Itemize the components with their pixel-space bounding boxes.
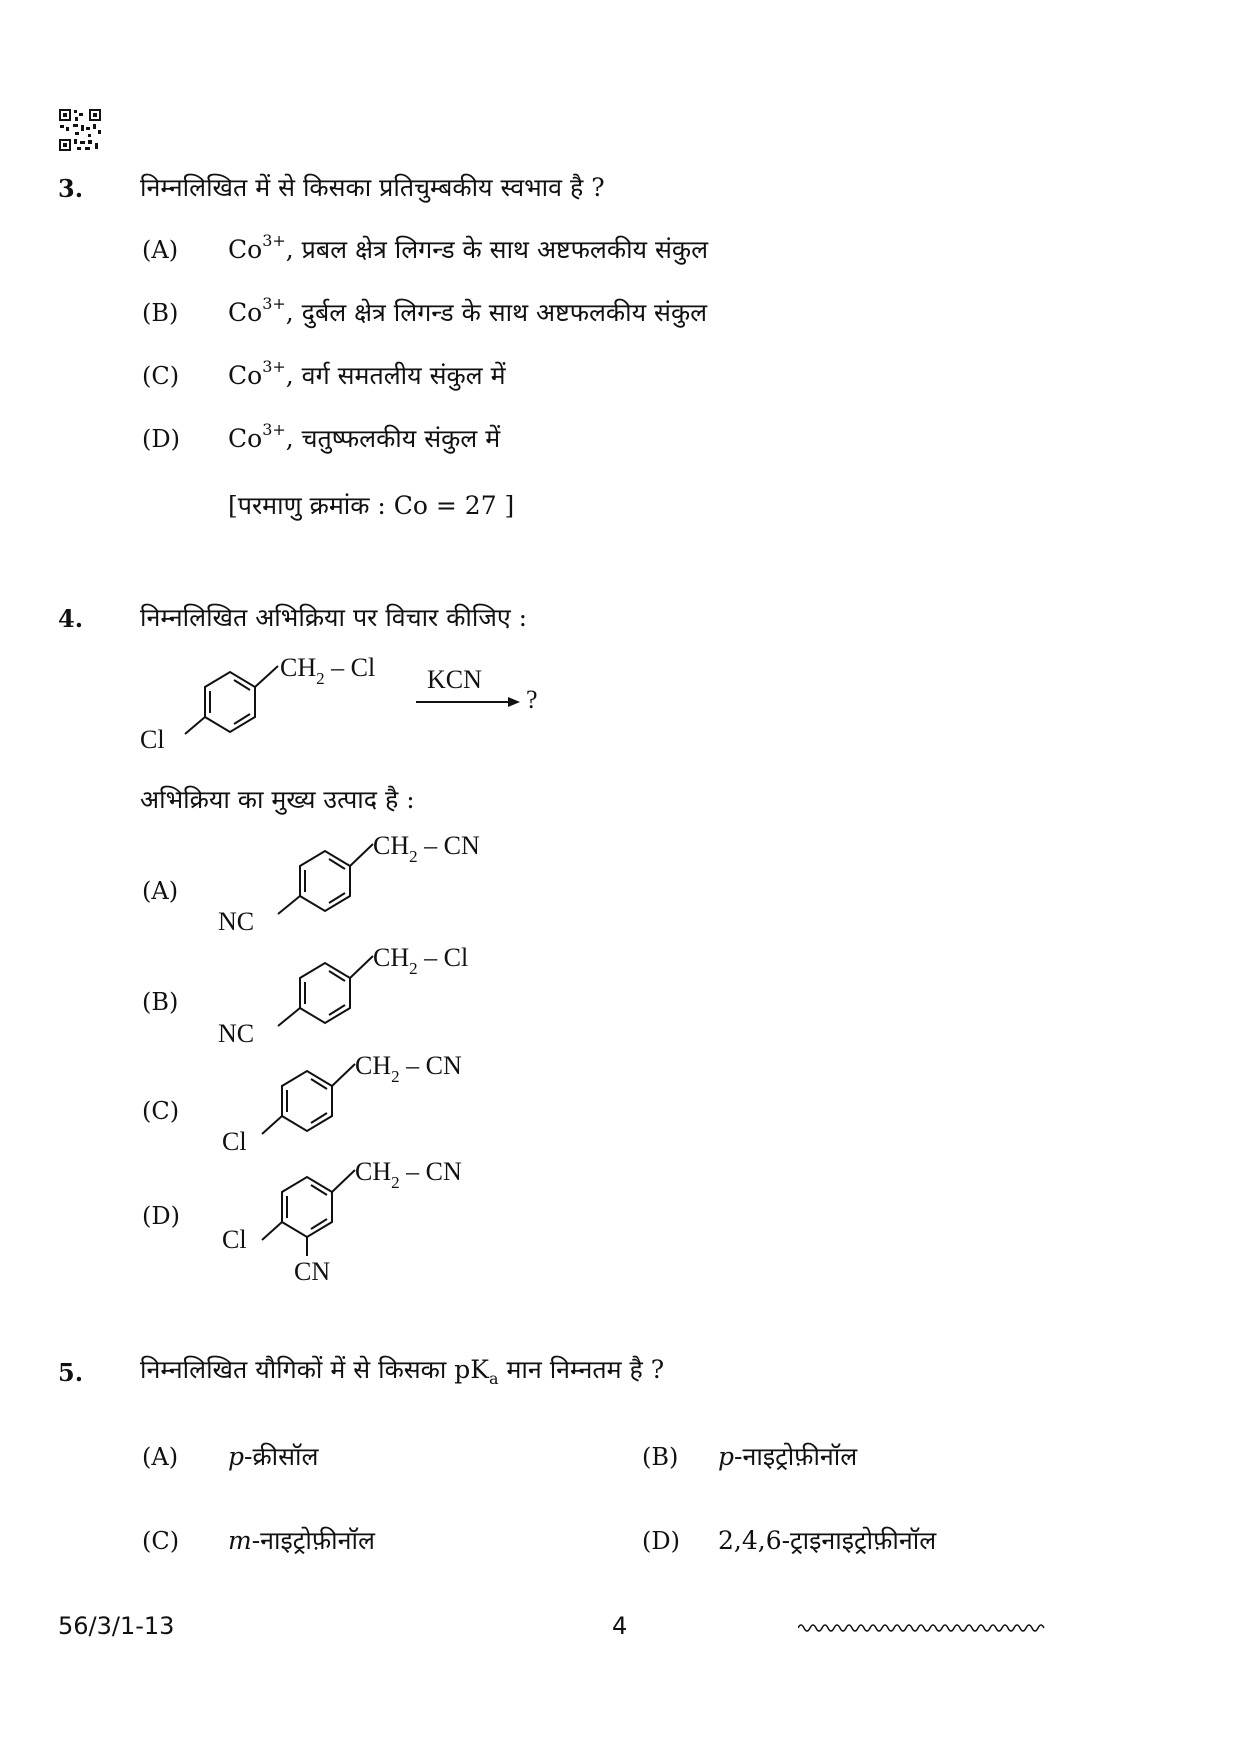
benzene-ring-icon [262,1170,355,1256]
svg-text:CN: CN [294,1257,331,1286]
option-text: 2,4,6-ट्राइनाइट्रोफ़ीनॉल [718,1526,937,1555]
option-label: (A) [142,1443,179,1471]
structure-option-b [210,942,530,1050]
svg-text:CH2 – CN: $CH_2$ – CN [355,1157,462,1192]
option-label: (B) [142,299,179,327]
reactant-chain: $CH_2$ – Cl [280,653,376,688]
qr-code-icon [58,108,102,152]
svg-text:Cl: Cl [222,1225,247,1254]
option-label: (B) [642,1443,679,1471]
option-label: (C) [142,362,180,390]
wavy-line-icon [798,1620,1048,1636]
question-number: 3. [58,174,84,203]
option-label: (C) [142,1097,180,1125]
benzene-ring-icon [262,1064,355,1134]
structure-option-a [210,830,530,938]
reactant-ring-sub: Cl [140,725,165,754]
option-label: (B) [142,988,179,1016]
reaction-result: ? [526,685,538,714]
svg-text:CH2 – CN: $CH_2$ – CN [355,1051,462,1086]
page-number: 4 [612,1612,628,1640]
paper-code: 56/3/1-13 [58,1612,175,1640]
reagent: KCN [427,665,482,694]
svg-text:NC: NC [218,1019,255,1048]
option-label: (C) [142,1527,180,1555]
option-text: p-नाइट्रोफ़ीनॉल [718,1442,858,1471]
question-text: निम्नलिखित में से किसका प्रतिचुम्बकीय स्वभाव है ? [140,173,605,202]
option-label: (A) [142,877,179,905]
atomic-number-note: [परमाणु क्रमांक : Co = 27 ] [228,491,515,520]
question-text: निम्नलिखित अभिक्रिया पर विचार कीजिए : [140,603,528,632]
option-label: (A) [142,236,179,264]
option-label: (D) [142,1202,180,1230]
benzene-ring-icon [185,666,278,734]
benzene-ring-icon [278,844,373,914]
option-text: $Co^{3+}$, दुर्बल क्षेत्र लिगन्ड के साथ अष्टफलकीय संकुल [228,294,708,327]
benzene-ring-icon [278,956,373,1026]
option-text: $Co^{3+}$, प्रबल क्षेत्र लिगन्ड के साथ अष्टफलकीय संकुल [228,231,709,264]
svg-text:CH2 – CN: $CH_2$ – CN [373,831,480,866]
option-label: (D) [642,1527,680,1555]
option-text: $Co^{3+}$, चतुष्फलकीय संकुल में [228,420,501,453]
question-number: 5. [58,1358,84,1387]
option-label: (D) [142,425,180,453]
option-text: p-क्रीसॉल [228,1442,319,1471]
question-subtext: अभिक्रिया का मुख्य उत्पाद है : [140,785,415,814]
svg-text:CH2 – Cl: $CH_2$ – Cl [373,943,469,978]
question-number: 4. [58,604,84,633]
question-text: निम्नलिखित यौगिकों में से किसका $pK_a$ मान निम्नतम है ? [140,1355,665,1388]
option-text: m-नाइट्रोफ़ीनॉल [228,1526,375,1555]
svg-text:Cl: Cl [222,1127,247,1156]
structure-option-d [210,1156,530,1286]
reaction-scheme [130,652,570,762]
svg-text:NC: NC [218,907,255,936]
structure-option-c [210,1050,530,1158]
option-text: $Co^{3+}$, वर्ग समतलीय संकुल में [228,357,506,390]
